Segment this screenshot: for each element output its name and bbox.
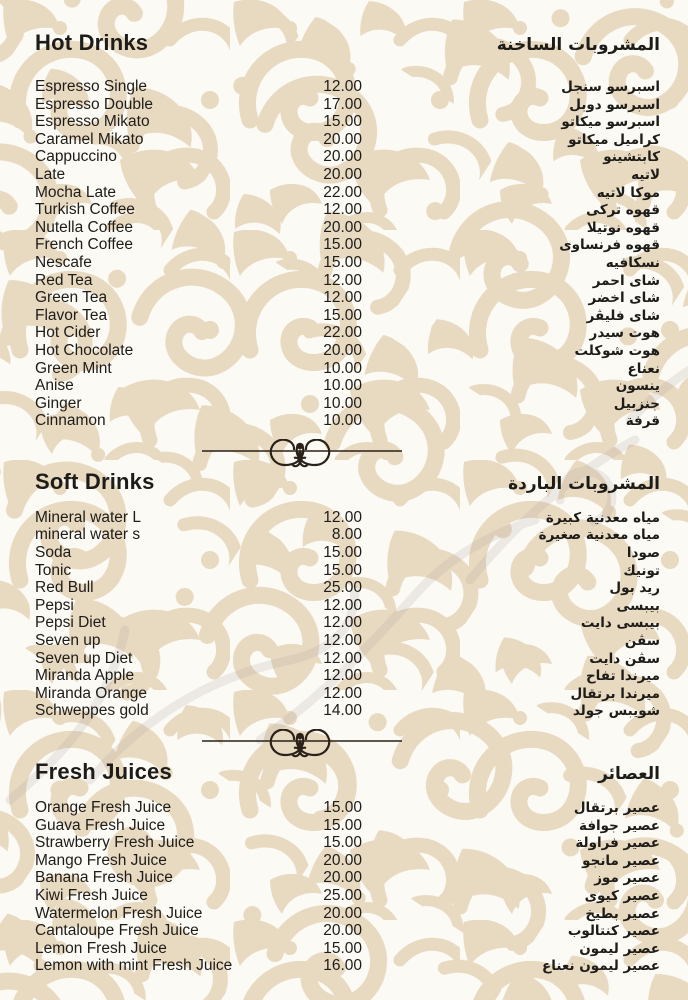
item-name-english: Nescafe: [35, 253, 92, 271]
section-title-english: Hot Drinks: [35, 30, 149, 55]
menu-item-row: [35, 201, 660, 219]
item-name-arabic: موكا لاتيه: [596, 184, 660, 201]
scroll-flourish-icon: [202, 729, 402, 759]
menu-item-row: [35, 667, 660, 685]
item-name-arabic: سڤن دايت: [589, 650, 660, 667]
item-name-arabic: قرفة: [625, 413, 660, 430]
item-name-arabic: قهوه تركى: [586, 202, 660, 219]
menu-item-row: [35, 544, 660, 562]
menu-item-row: [35, 412, 660, 430]
section-divider-ornament: [35, 729, 660, 759]
menu-item-row: [35, 650, 660, 668]
item-name-arabic: شاى اخضر: [588, 290, 660, 307]
item-name-arabic: نسكافيه: [605, 254, 660, 271]
item-name-arabic: قهوه فرنساوى: [559, 237, 660, 254]
item-name-english: Miranda Orange: [35, 684, 148, 702]
item-price: 20.00: [323, 869, 362, 887]
item-name-arabic: هوت سيدر: [589, 325, 660, 342]
item-name-arabic: سڤن: [624, 633, 660, 650]
item-name-english: Watermelon Fresh Juice: [35, 904, 203, 922]
item-name-arabic: بيبسى: [616, 597, 660, 614]
item-price: 12.00: [323, 649, 362, 667]
item-price: 12.00: [323, 78, 362, 95]
item-price: 15.00: [323, 816, 362, 834]
item-name-english: Red Tea: [35, 271, 93, 289]
menu-item-row: [35, 922, 660, 940]
item-name-arabic: اسبرسو سنجل: [561, 79, 660, 95]
item-name-english: Seven up: [35, 632, 101, 650]
menu-item-row: [35, 562, 660, 580]
menu-item-row: [35, 148, 660, 166]
menu-item-row: [35, 96, 660, 114]
item-price: 12.00: [323, 289, 362, 307]
item-price: 22.00: [323, 324, 362, 342]
menu-item-row: [35, 957, 660, 975]
section-title-english: Fresh Juices: [35, 759, 172, 784]
item-name-english: French Coffee: [35, 236, 133, 254]
item-name-english: Guava Fresh Juice: [35, 816, 166, 834]
menu-item-row: [35, 852, 660, 870]
item-price: 25.00: [323, 886, 362, 904]
item-name-english: Green Mint: [35, 359, 112, 377]
menu-item-row: [35, 342, 660, 360]
item-name-english: Flavor Tea: [35, 306, 108, 324]
item-name-english: Mango Fresh Juice: [35, 851, 167, 869]
item-name-arabic: عصير كنتالوب: [567, 923, 660, 940]
item-name-arabic: عصير موز: [594, 870, 660, 887]
item-price: 20.00: [323, 218, 362, 236]
menu-item-row: [35, 632, 660, 650]
item-price: 16.00: [323, 957, 362, 975]
menu-item-row: [35, 166, 660, 184]
menu-item-row: [35, 236, 660, 254]
item-name-english: Banana Fresh Juice: [35, 869, 173, 887]
item-price: 20.00: [323, 904, 362, 922]
menu-item-row: [35, 887, 660, 905]
item-price: 22.00: [323, 183, 362, 201]
menu-item-row: [35, 509, 660, 527]
item-name-arabic: قهوه نوتيلا: [586, 219, 660, 236]
menu-item-row: [35, 78, 660, 96]
item-price: 20.00: [323, 341, 362, 359]
item-price: 20.00: [323, 851, 362, 869]
menu-item-row: [35, 702, 660, 720]
item-price: 12.00: [323, 508, 362, 526]
item-price: 10.00: [323, 412, 362, 430]
section-header: [35, 30, 660, 56]
item-price: 12.00: [323, 201, 362, 219]
menu-item-row: [35, 597, 660, 615]
item-name-arabic: كراميل ميكاتو: [568, 131, 660, 148]
menu-item-row: [35, 817, 660, 835]
item-name-english: Espresso Mikato: [35, 113, 150, 131]
item-name-english: Orange Fresh Juice: [35, 799, 172, 816]
item-name-arabic: صودا: [626, 545, 660, 562]
item-price: 15.00: [323, 561, 362, 579]
item-name-english: Pepsi Diet: [35, 614, 106, 632]
item-name-arabic: تونيك: [623, 562, 660, 579]
menu-item-row: [35, 219, 660, 237]
menu-item-row: [35, 685, 660, 703]
section-title-english: Soft Drinks: [35, 468, 155, 494]
item-name-english: Lemon with mint Fresh Juice: [35, 957, 233, 975]
item-name-arabic: مياه معدنية كبيرة: [545, 509, 660, 526]
menu-item-row: [35, 360, 660, 378]
item-name-arabic: عصير بطيخ: [585, 905, 660, 922]
section-divider-ornament: [35, 439, 660, 469]
item-name-english: Strawberry Fresh Juice: [35, 834, 195, 852]
item-price: 10.00: [323, 359, 362, 377]
item-name-english: Seven up Diet: [35, 649, 133, 667]
menu-item-row: [35, 940, 660, 958]
item-name-english: Hot Chocolate: [35, 341, 134, 359]
menu-item-row: [35, 526, 660, 544]
item-price: 15.00: [323, 799, 362, 816]
item-name-english: mineral water s: [35, 526, 141, 544]
menu-item-row: [35, 254, 660, 272]
item-price: 20.00: [323, 922, 362, 940]
item-name-english: Tonic: [35, 561, 72, 579]
item-price: 10.00: [323, 394, 362, 412]
item-name-english: Schweppes gold: [35, 702, 149, 720]
item-name-arabic: مياه معدنية صغيرة: [538, 527, 660, 544]
menu-item-row: [35, 905, 660, 923]
item-name-english: Green Tea: [35, 289, 108, 307]
item-name-arabic: اسبرسو دوبل: [569, 96, 660, 113]
item-name-english: Turkish Coffee: [35, 201, 135, 219]
item-price: 12.00: [323, 667, 362, 685]
item-price: 15.00: [323, 253, 362, 271]
item-name-english: Caramel Mikato: [35, 130, 144, 148]
scroll-flourish-icon: [202, 439, 402, 469]
item-name-english: Kiwi Fresh Juice: [35, 886, 148, 904]
menu-item-row: [35, 869, 660, 887]
item-price: 20.00: [323, 148, 362, 166]
menu-item-row: [35, 377, 660, 395]
item-name-arabic: ينسون: [615, 378, 660, 395]
item-name-arabic: ريد بول: [609, 580, 660, 597]
menu-item-row: [35, 272, 660, 290]
menu-item-row: [35, 579, 660, 597]
item-name-english: Ginger: [35, 394, 82, 412]
item-name-arabic: لاتيه: [631, 166, 660, 183]
item-name-english: Pepsi: [35, 596, 74, 614]
menu-item-row: [35, 324, 660, 342]
item-name-english: Miranda Apple: [35, 667, 135, 685]
item-price: 17.00: [323, 95, 362, 113]
item-price: 20.00: [323, 130, 362, 148]
item-price: 12.00: [323, 614, 362, 632]
section-title-arabic: المشروبات الساخنة: [496, 35, 660, 55]
item-price: 20.00: [323, 165, 362, 183]
section-title-arabic: العصائر: [598, 764, 660, 784]
item-name-arabic: شاى احمر: [592, 272, 660, 289]
item-name-english: Anise: [35, 377, 74, 395]
section-fresh-juices: [35, 759, 660, 975]
item-name-arabic: عصير مانجو: [582, 852, 660, 869]
item-name-english: Cappuccino: [35, 148, 117, 166]
section-title-arabic: المشروبات الباردة: [508, 473, 660, 494]
menu-item-row: [35, 289, 660, 307]
menu-item-row: [35, 131, 660, 149]
item-name-arabic: جنزبيل: [613, 395, 660, 412]
item-name-english: Mocha Late: [35, 183, 116, 201]
item-name-arabic: ميرندا برتقال: [570, 685, 660, 702]
item-name-arabic: نعناع: [627, 360, 660, 377]
menu-item-row: [35, 184, 660, 202]
item-name-english: Lemon Fresh Juice: [35, 939, 167, 957]
item-price: 25.00: [323, 579, 362, 597]
menu-item-row: [35, 307, 660, 325]
section-header: [35, 469, 660, 495]
item-price: 8.00: [331, 526, 362, 544]
item-price: 12.00: [323, 271, 362, 289]
item-name-english: Mineral water L: [35, 508, 141, 526]
item-name-english: Cantaloupe Fresh Juice: [35, 922, 199, 940]
item-price: 12.00: [323, 684, 362, 702]
item-name-arabic: عصير فراولة: [575, 835, 660, 852]
item-rows: [35, 799, 660, 975]
section-soft-drinks: [35, 469, 660, 720]
item-name-arabic: عصير كيوى: [584, 887, 660, 904]
section-hot-drinks: [35, 30, 660, 430]
menu-item-row: [35, 113, 660, 131]
item-price: 14.00: [323, 702, 362, 720]
item-name-arabic: عصير جوافة: [579, 817, 660, 834]
item-price: 15.00: [323, 939, 362, 957]
item-price: 12.00: [323, 596, 362, 614]
item-name-english: Red Bull: [35, 579, 94, 597]
item-name-arabic: ميرندا تفاح: [585, 668, 660, 685]
item-name-arabic: كابتشينو: [603, 149, 660, 166]
menu-item-row: [35, 614, 660, 632]
section-header: [35, 759, 660, 785]
item-name-english: Espresso Single: [35, 78, 148, 95]
menu-item-row: [35, 799, 660, 817]
item-name-english: Hot Cider: [35, 324, 101, 342]
item-name-english: Late: [35, 165, 66, 183]
item-price: 10.00: [323, 377, 362, 395]
item-name-arabic: عصير ليمون: [579, 940, 660, 957]
item-name-english: Soda: [35, 544, 72, 562]
item-name-arabic: عصير برتقال: [573, 800, 660, 816]
item-name-arabic: اسبرسو ميكاتو: [561, 114, 660, 131]
item-price: 15.00: [323, 834, 362, 852]
item-price: 15.00: [323, 236, 362, 254]
menu-item-row: [35, 395, 660, 413]
item-price: 15.00: [323, 113, 362, 131]
item-price: 12.00: [323, 632, 362, 650]
item-price: 15.00: [323, 544, 362, 562]
item-rows: [35, 509, 660, 720]
item-rows: [35, 78, 660, 430]
item-name-arabic: عصير ليمون نعناع: [542, 958, 660, 975]
item-name-arabic: هوت شوكلت: [574, 342, 660, 359]
item-name-arabic: شاى فليڤر: [586, 307, 660, 324]
item-name-english: Espresso Double: [35, 95, 154, 113]
menu-item-row: [35, 834, 660, 852]
item-name-arabic: شويبس جولد: [572, 703, 660, 720]
item-name-arabic: بيبسى دايت: [580, 615, 660, 632]
item-name-english: Cinnamon: [35, 412, 106, 430]
item-name-english: Nutella Coffee: [35, 218, 133, 236]
item-price: 15.00: [323, 306, 362, 324]
